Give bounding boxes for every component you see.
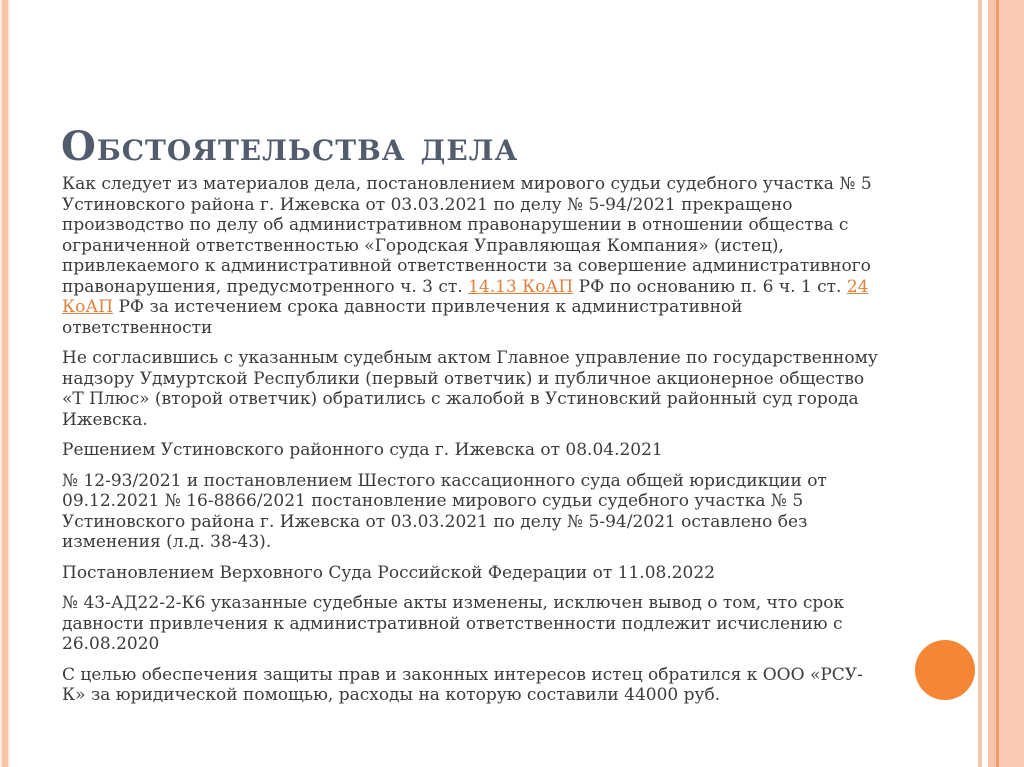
text-run: С целью обеспечения защиты прав и законных интересов истец обратился к ООО «РСУ-К» за юридической помощью, расходы на которую составили 44000 руб. <box>62 664 863 705</box>
right-accent-thin-stripe <box>978 0 982 767</box>
legal-link[interactable]: 24 КоАП <box>62 276 869 317</box>
text-run: Как следует из материалов дела, постановлением мирового судьи судебного участка № 5 Устиновского района г. Ижевска от 03.03.2021 по делу № 5-94/2021 прекращено производство по делу об административном правонарушении в отношении общества с ограниченной ответственностью «Городская Управляющая Компания» (истец), привлекаемого к административной ответственности за совершение административного правонарушения, предусмотренного ч. 3 ст. <box>62 174 872 297</box>
text-run: Не согласившись с указанным судебным актом Главное управление по государственному надзору Удмуртской Республики (первый ответчик) и публичное акционерное общество «Т Плюс» (второй ответчик) обратились с жалобой в Устиновский районный суд города Ижевска. <box>62 348 878 430</box>
paragraph <box>62 174 880 338</box>
right-accent-band <box>988 0 1024 767</box>
text-run: Постановлением Верховного Суда Российской Федерации от 11.08.2022 <box>62 562 716 583</box>
text-run: Решением Устиновского районного суда г. Ижевска от 08.04.2021 <box>62 440 663 460</box>
text-run: № 43-АД22-2-К6 указанные судебные акты изменены, исключен вывод о том, что срок давности привлечения к административной ответственности подлежит исчислению с 26.08.2020 <box>62 593 845 654</box>
paragraph <box>62 471 880 553</box>
legal-link[interactable]: 14.13 КоАП <box>468 276 574 297</box>
paragraph <box>62 563 880 584</box>
slide-title: Обстоятельства дела <box>61 122 519 170</box>
paragraph <box>62 593 880 655</box>
text-run: РФ по основанию п. 6 ч. 1 ст. <box>573 276 847 297</box>
paragraph <box>62 440 880 461</box>
left-accent-stripe <box>0 0 10 767</box>
accent-circle <box>915 640 975 700</box>
text-run: № 12-93/2021 и постановлением Шестого кассационного суда общей юрисдикции от 09.12.2021 № 16-8866/2021 постановление мирового судьи судебного участка № 5 Устиновского района г. Ижевска от 03.03.2021 по делу № 5-94/2021 оставлено без изменения (л.д. 38-43). <box>62 470 827 552</box>
paragraph <box>62 665 880 706</box>
paragraph <box>62 348 880 430</box>
text-run: РФ за истечением срока давности привлечения к административной ответственности <box>62 297 743 338</box>
body-text <box>62 174 880 716</box>
